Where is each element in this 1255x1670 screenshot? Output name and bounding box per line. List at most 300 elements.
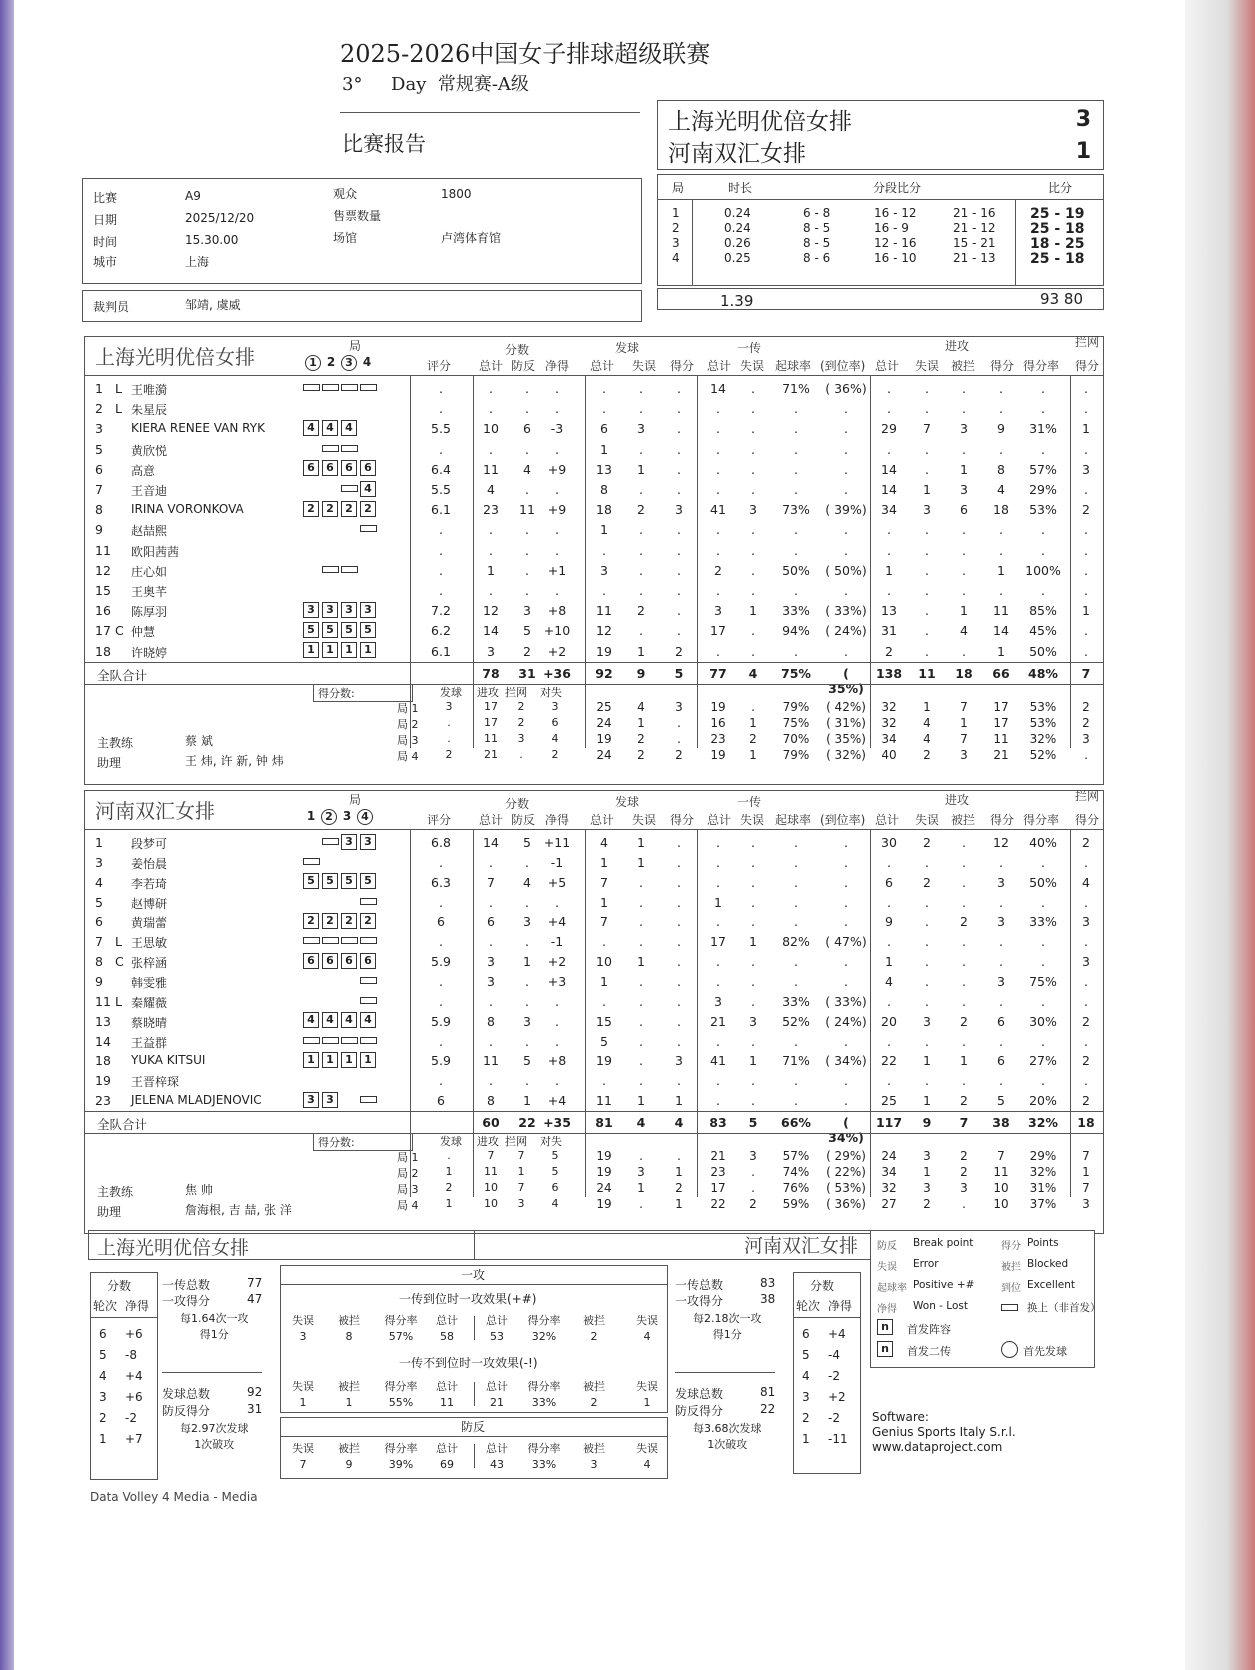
stat-cell: .: [677, 835, 681, 850]
player-name: 朱星辰: [131, 403, 168, 418]
starting-position-mark: 6: [322, 460, 338, 476]
jersey-number: 8: [95, 502, 103, 518]
set-participation: [303, 893, 379, 908]
stat-cell: 1: [600, 441, 608, 457]
substitute-mark: [360, 1037, 377, 1044]
total-cell: 66%: [781, 1114, 811, 1130]
serve-total: 92: [247, 1385, 263, 1399]
player-name: 黄瑞蕾: [131, 916, 168, 931]
jersey-number: 3: [95, 421, 103, 437]
jersey-number: 1: [95, 381, 103, 396]
page-edge-right: [1185, 0, 1255, 1670]
set-stat-cell: 19: [710, 699, 726, 714]
stat-cell: .: [677, 954, 681, 970]
rotation-net: +4: [125, 1369, 143, 1383]
rotation-number: 2: [802, 1411, 810, 1425]
stat-cell: .: [716, 874, 720, 890]
set-stat-cell: 1: [675, 1164, 683, 1179]
stat-cell: .: [962, 381, 966, 396]
stat-cell: .: [439, 894, 443, 910]
stat-cell: 3: [1082, 461, 1090, 477]
set-stat-cell: 10: [993, 1180, 1009, 1195]
set-cell: 8 - 5: [803, 221, 831, 235]
set-label: 局 4: [397, 749, 419, 763]
set-stat-cell: 32: [881, 1180, 897, 1195]
stat-cell: .: [639, 914, 643, 930]
stat-cell: 14: [483, 835, 499, 850]
stat-cell: 5.9: [431, 1053, 451, 1069]
stat-cell: 30: [881, 835, 897, 850]
player-row: [85, 873, 1103, 893]
starting-lineup-mark: n: [877, 1319, 893, 1335]
set-stat-cell: 1: [637, 715, 645, 730]
stat-cell: .: [925, 522, 929, 538]
set-cell: 6 - 8: [803, 206, 831, 220]
starting-position-mark: 5: [341, 873, 357, 889]
sideout-cell: 43: [490, 1458, 504, 1471]
points-by-cell: 3: [517, 731, 525, 745]
stat-cell: 33%: [1029, 914, 1057, 930]
set-participation: [303, 621, 379, 638]
col-header: 失误: [632, 359, 657, 373]
stat-cell: .: [925, 993, 929, 1009]
label: 发球总数: [675, 1387, 724, 1401]
stat-cell: 6.3: [431, 874, 451, 890]
col-header: 轮次: [93, 1299, 118, 1313]
rotation-net: +7: [125, 1432, 143, 1446]
software-url[interactable]: www.dataproject.com: [872, 1440, 1003, 1454]
set-participation: [303, 379, 379, 394]
stat-cell: .: [751, 914, 755, 930]
stat-cell: .: [925, 854, 929, 870]
jersey-number: 15: [95, 583, 111, 598]
break-point-note: 每3.68次发球 1次破攻: [693, 1422, 762, 1451]
rotation-net: -2: [125, 1411, 137, 1425]
col-header: 失误: [636, 1442, 658, 1455]
col-header: 进攻: [477, 1134, 499, 1148]
stat-cell: .: [751, 381, 755, 396]
stat-cell: 1: [749, 603, 757, 619]
set-cell: 21 - 12: [953, 221, 996, 235]
points-by-cell: 6: [551, 1180, 559, 1194]
starting-position-mark: 6: [322, 953, 338, 969]
points-by-cell: 5: [551, 1148, 559, 1162]
stat-cell: .: [751, 562, 755, 578]
label: 裁判员: [93, 300, 130, 314]
stat-cell: .: [999, 894, 1003, 910]
report-title: 比赛报告: [342, 132, 426, 156]
first-serve-circle-icon: [1001, 1341, 1018, 1358]
jersey-number: 1: [95, 835, 103, 850]
stat-cell: .: [439, 401, 443, 417]
stat-cell: .: [525, 381, 529, 396]
stat-cell: 8: [997, 461, 1005, 477]
stat-cell: 2: [960, 1093, 968, 1109]
stat-cell: 1: [637, 643, 645, 659]
stat-cell: .: [555, 1033, 559, 1049]
stat-cell: .: [962, 835, 966, 850]
set-stat-cell: 57%: [782, 1148, 810, 1163]
substitute-mark: [303, 1037, 320, 1044]
transition-box: [280, 1417, 668, 1479]
stat-cell: .: [439, 973, 443, 989]
stat-cell: .: [677, 934, 681, 950]
starting-position-mark: 5: [303, 622, 319, 638]
coach-label: 主教练: [97, 735, 134, 750]
stat-cell: -1: [550, 934, 564, 950]
points-by-cell: 7: [487, 1148, 495, 1162]
sideout-cell: 2: [590, 1330, 598, 1343]
sideout-note: 每2.18次一攻 得1分: [693, 1312, 762, 1341]
stat-cell: 11: [483, 1053, 499, 1069]
score-box: [657, 100, 1104, 170]
player-role: L: [115, 381, 122, 396]
stat-cell: .: [999, 1033, 1003, 1049]
stat-cell: 14: [993, 623, 1009, 639]
stat-cell: .: [962, 854, 966, 870]
stat-cell: .: [925, 894, 929, 910]
sideout-cell: 53: [490, 1330, 504, 1343]
stat-cell: 2: [1082, 1053, 1090, 1069]
col-header: 净得: [828, 1299, 853, 1313]
stat-cell: +1: [547, 562, 567, 578]
points-by-cell: 3: [551, 699, 559, 713]
set-label: 局 4: [397, 1198, 419, 1212]
sideout-cell: 39%: [388, 1458, 414, 1471]
stat-cell: .: [1084, 381, 1088, 396]
stat-cell: .: [677, 1033, 681, 1049]
stat-cell: .: [925, 914, 929, 930]
stat-cell: 6.1: [431, 502, 451, 518]
col-header: 总计: [486, 1380, 508, 1393]
stat-cell: .: [751, 835, 755, 850]
total-cell: 5: [748, 1114, 758, 1130]
stat-cell: 94%: [782, 623, 810, 639]
stat-cell: .: [555, 542, 559, 558]
starting-position-mark: 1: [303, 1052, 319, 1068]
stat-cell: .: [639, 482, 643, 497]
stat-cell: .: [794, 522, 798, 538]
set-stat-cell: 17: [993, 715, 1009, 730]
stat-cell: .: [925, 603, 929, 619]
rotation-net: +6: [125, 1390, 143, 1404]
stat-cell: .: [677, 854, 681, 870]
summary-team1-name: 上海光明优倍女排: [97, 1237, 250, 1259]
stat-cell: .: [1041, 934, 1045, 950]
stat-cell: .: [525, 482, 529, 497]
stat-cell: .: [962, 1073, 966, 1089]
label: 一传总数: [675, 1278, 724, 1292]
stat-cell: .: [602, 1073, 606, 1089]
stat-cell: 29: [881, 421, 897, 437]
starting-position-mark: 3: [322, 602, 338, 618]
stat-cell: .: [489, 401, 493, 417]
jersey-number: 2: [95, 401, 103, 417]
stat-cell: 85%: [1029, 603, 1057, 619]
stat-cell: .: [716, 643, 720, 659]
stat-cell: 7.2: [431, 603, 451, 619]
stat-cell: .: [525, 401, 529, 417]
stat-cell: 6: [885, 874, 893, 890]
first-serve-set-mark: 1: [305, 355, 321, 371]
stat-cell: .: [677, 381, 681, 396]
stat-cell: .: [677, 441, 681, 457]
set-cell: 8 - 5: [803, 236, 831, 250]
stat-cell: .: [639, 1013, 643, 1029]
legend-meaning: Blocked: [1027, 1258, 1069, 1270]
stat-cell: .: [555, 1073, 559, 1089]
set-stat-cell: 76%: [782, 1180, 810, 1195]
set-stat-cell: 7: [960, 699, 968, 714]
stat-cell: 1: [749, 934, 757, 950]
set-participation: [303, 520, 379, 535]
starting-position-mark: 3: [360, 834, 376, 850]
stat-cell: .: [751, 643, 755, 659]
stat-cell: .: [716, 461, 720, 477]
rotation-net: +6: [125, 1327, 143, 1341]
label: 比赛: [93, 191, 118, 205]
stat-cell: 21: [710, 1013, 726, 1029]
set-stat-cell: 23: [710, 731, 726, 746]
set-cell: 12 - 16: [874, 236, 917, 250]
player-name: 高意: [131, 463, 156, 478]
col-header: 被拦: [338, 1442, 360, 1455]
stat-cell: 3: [487, 954, 495, 970]
rotation-number: 5: [802, 1348, 810, 1362]
stat-cell: 6: [437, 1093, 445, 1109]
set-stat-cell: 3: [960, 1180, 968, 1195]
set-stat-cell: 19: [596, 1164, 612, 1179]
stat-cell: .: [489, 441, 493, 457]
stat-cell: 6: [437, 914, 445, 930]
starting-position-mark: 3: [322, 1092, 338, 1108]
rotation-number: 2: [99, 1411, 107, 1425]
set-stat-cell: ( 35%): [826, 731, 866, 746]
competition-title: 2025-2026中国女子排球超级联赛: [340, 40, 711, 68]
stat-cell: .: [639, 993, 643, 1009]
stat-cell: 6: [523, 421, 531, 437]
stat-cell: 40%: [1029, 835, 1057, 850]
head-coach: 蔡 斌: [185, 733, 213, 748]
set-stat-cell: 2: [675, 747, 683, 762]
summary-team2-name: 河南双汇女排: [744, 1235, 859, 1257]
stat-cell: .: [962, 401, 966, 417]
stat-cell: .: [1084, 583, 1088, 598]
stat-cell: 57%: [1029, 461, 1057, 477]
starting-position-mark: 3: [303, 602, 319, 618]
starting-position-mark: 1: [360, 1052, 376, 1068]
jersey-number: 23: [95, 1093, 111, 1109]
stat-cell: 33%: [782, 993, 810, 1009]
stat-cell: .: [555, 894, 559, 910]
stat-cell: 6: [997, 1053, 1005, 1069]
total-cell: 4: [636, 1114, 646, 1130]
set-score: 25 - 18: [1030, 251, 1085, 267]
jersey-number: 6: [95, 461, 103, 477]
set-cell: 21 - 16: [953, 206, 996, 220]
set-stat-cell: 17: [993, 699, 1009, 714]
stat-cell: .: [751, 401, 755, 417]
set-stat-cell: 1: [675, 1196, 683, 1211]
stat-cell: .: [962, 874, 966, 890]
stat-cell: .: [887, 1033, 891, 1049]
jersey-number: 11: [95, 993, 111, 1009]
set-stat-cell: 34: [881, 1164, 897, 1179]
set-stat-cell: 1: [960, 715, 968, 730]
total-cell: 138: [875, 665, 903, 681]
sets-total: [657, 288, 1104, 310]
stat-cell: .: [794, 835, 798, 850]
stat-cell: .: [887, 381, 891, 396]
col-header: 拦网: [505, 685, 527, 699]
stat-cell: .: [794, 973, 798, 989]
set-cell: 8 - 6: [803, 251, 831, 265]
total-cell: ( 34%): [828, 1114, 864, 1145]
points-by-cell: 2: [517, 715, 525, 729]
stat-cell: 1: [523, 954, 531, 970]
set-participation: [303, 833, 379, 850]
stat-cell: 27%: [1029, 1053, 1057, 1069]
sideout-cell: 9: [345, 1458, 353, 1471]
stat-cell: 75%: [1029, 973, 1057, 989]
stat-cell: +2: [547, 954, 567, 970]
starting-position-mark: 2: [322, 501, 338, 517]
rotation-net: -8: [125, 1348, 137, 1362]
sideout-cell: 57%: [388, 1330, 414, 1343]
stat-cell: .: [962, 441, 966, 457]
set-stat-cell: 7: [997, 1148, 1005, 1163]
stat-cell: .: [439, 583, 443, 598]
stat-cell: 3: [637, 421, 645, 437]
legend-box: [870, 1230, 1101, 1368]
stat-cell: 2: [960, 1013, 968, 1029]
stat-cell: .: [1084, 562, 1088, 578]
stat-cell: 11: [483, 461, 499, 477]
sideout-cell: 1: [345, 1396, 353, 1409]
stat-cell: .: [887, 854, 891, 870]
substitute-mark: [341, 566, 358, 573]
points-by-cell: 2: [445, 747, 453, 761]
stat-cell: .: [716, 914, 720, 930]
col-header: 发球: [440, 1134, 462, 1148]
footer: Data Volley 4 Media - Media: [90, 1490, 258, 1504]
set-stat-cell: 2: [1082, 699, 1090, 714]
stat-cell: +8: [547, 603, 567, 619]
player-name: 王益群: [131, 1035, 168, 1050]
stat-cell: 1: [923, 1053, 931, 1069]
stat-cell: .: [887, 401, 891, 417]
points-by-cell: 21: [484, 747, 498, 761]
stat-cell: +10: [543, 623, 571, 639]
col-header: 比分: [1048, 181, 1073, 195]
col-header: 得分率: [527, 1442, 561, 1455]
set-cell: 2: [672, 221, 680, 235]
set-stat-cell: 2: [749, 1196, 757, 1211]
player-name: 姜怡晨: [131, 856, 168, 871]
starting-position-mark: 2: [303, 913, 319, 929]
first-serve-set-mark: 2: [321, 809, 337, 825]
label: 城市: [93, 255, 118, 269]
team-total-label: 全队合计: [97, 667, 148, 683]
col-header: 局: [349, 339, 362, 353]
points-by-cell: .: [519, 747, 523, 761]
stat-cell: ( 34%): [825, 1053, 867, 1069]
stat-cell: 3: [675, 1053, 683, 1069]
stat-cell: .: [439, 1033, 443, 1049]
set-stat-cell: 11: [993, 1164, 1009, 1179]
stat-cell: .: [639, 934, 643, 950]
set-participation: [303, 853, 379, 868]
stat-cell: .: [751, 1033, 755, 1049]
col-header: 拦网: [1075, 335, 1100, 349]
col-header: (到位率): [820, 813, 866, 827]
stat-cell: .: [1041, 441, 1045, 457]
stat-cell: .: [999, 993, 1003, 1009]
stat-cell: .: [639, 522, 643, 538]
stat-cell: ( 36%): [825, 381, 867, 396]
col-header: 失误: [292, 1380, 314, 1393]
referees: 邹靖, 虞威: [185, 298, 241, 312]
stat-cell: .: [925, 623, 929, 639]
set-participation: [303, 581, 379, 596]
label: 一攻得分: [162, 1294, 211, 1308]
jersey-number: 18: [95, 1053, 111, 1069]
player-row: [85, 601, 1103, 621]
stat-cell: .: [525, 993, 529, 1009]
player-row: [85, 419, 1103, 439]
stat-cell: 3: [1082, 914, 1090, 930]
stat-cell: ( 47%): [825, 934, 867, 950]
stat-cell: .: [1041, 583, 1045, 598]
player-row: [85, 460, 1103, 480]
stat-cell: 1: [637, 854, 645, 870]
stat-cell: .: [844, 461, 848, 477]
set-cell: 0.24: [724, 221, 751, 235]
jersey-number: 6: [95, 914, 103, 930]
stat-cell: .: [751, 421, 755, 437]
set-stat-cell: 11: [993, 731, 1009, 746]
col-header: 被拦: [951, 813, 976, 827]
set-stat-cell: ( 22%): [826, 1164, 866, 1179]
substitute-mark: [360, 1096, 377, 1103]
stat-cell: 25: [881, 1093, 897, 1109]
stat-cell: .: [999, 401, 1003, 417]
stat-cell: .: [794, 461, 798, 477]
sideout-cell: 4: [643, 1458, 651, 1471]
stat-cell: 2: [923, 874, 931, 890]
stat-cell: 31%: [1029, 421, 1057, 437]
col-header: 总计: [590, 813, 615, 827]
stat-cell: 3: [923, 1013, 931, 1029]
legend-term: 失误: [877, 1262, 897, 1273]
set-stat-cell: 19: [596, 1148, 612, 1163]
set-stat-cell: 2: [749, 731, 757, 746]
stat-cell: .: [962, 542, 966, 558]
stat-cell: 1: [714, 894, 722, 910]
col-header: 总计: [436, 1442, 458, 1455]
set-cell: 3: [672, 236, 680, 250]
rotation-net: -4: [828, 1348, 840, 1362]
col-header: 总计: [479, 359, 504, 373]
set-participation: [303, 419, 379, 436]
col-header: 得分率: [384, 1314, 418, 1327]
assistant-coaches: 詹海根, 吉 喆, 张 洋: [185, 1202, 292, 1217]
set-stat-cell: 4: [923, 715, 931, 730]
stat-cell: 100%: [1025, 562, 1061, 578]
set-cell: 16 - 12: [874, 206, 917, 220]
substitute-mark: [360, 525, 377, 532]
jersey-number: 8: [95, 954, 103, 970]
